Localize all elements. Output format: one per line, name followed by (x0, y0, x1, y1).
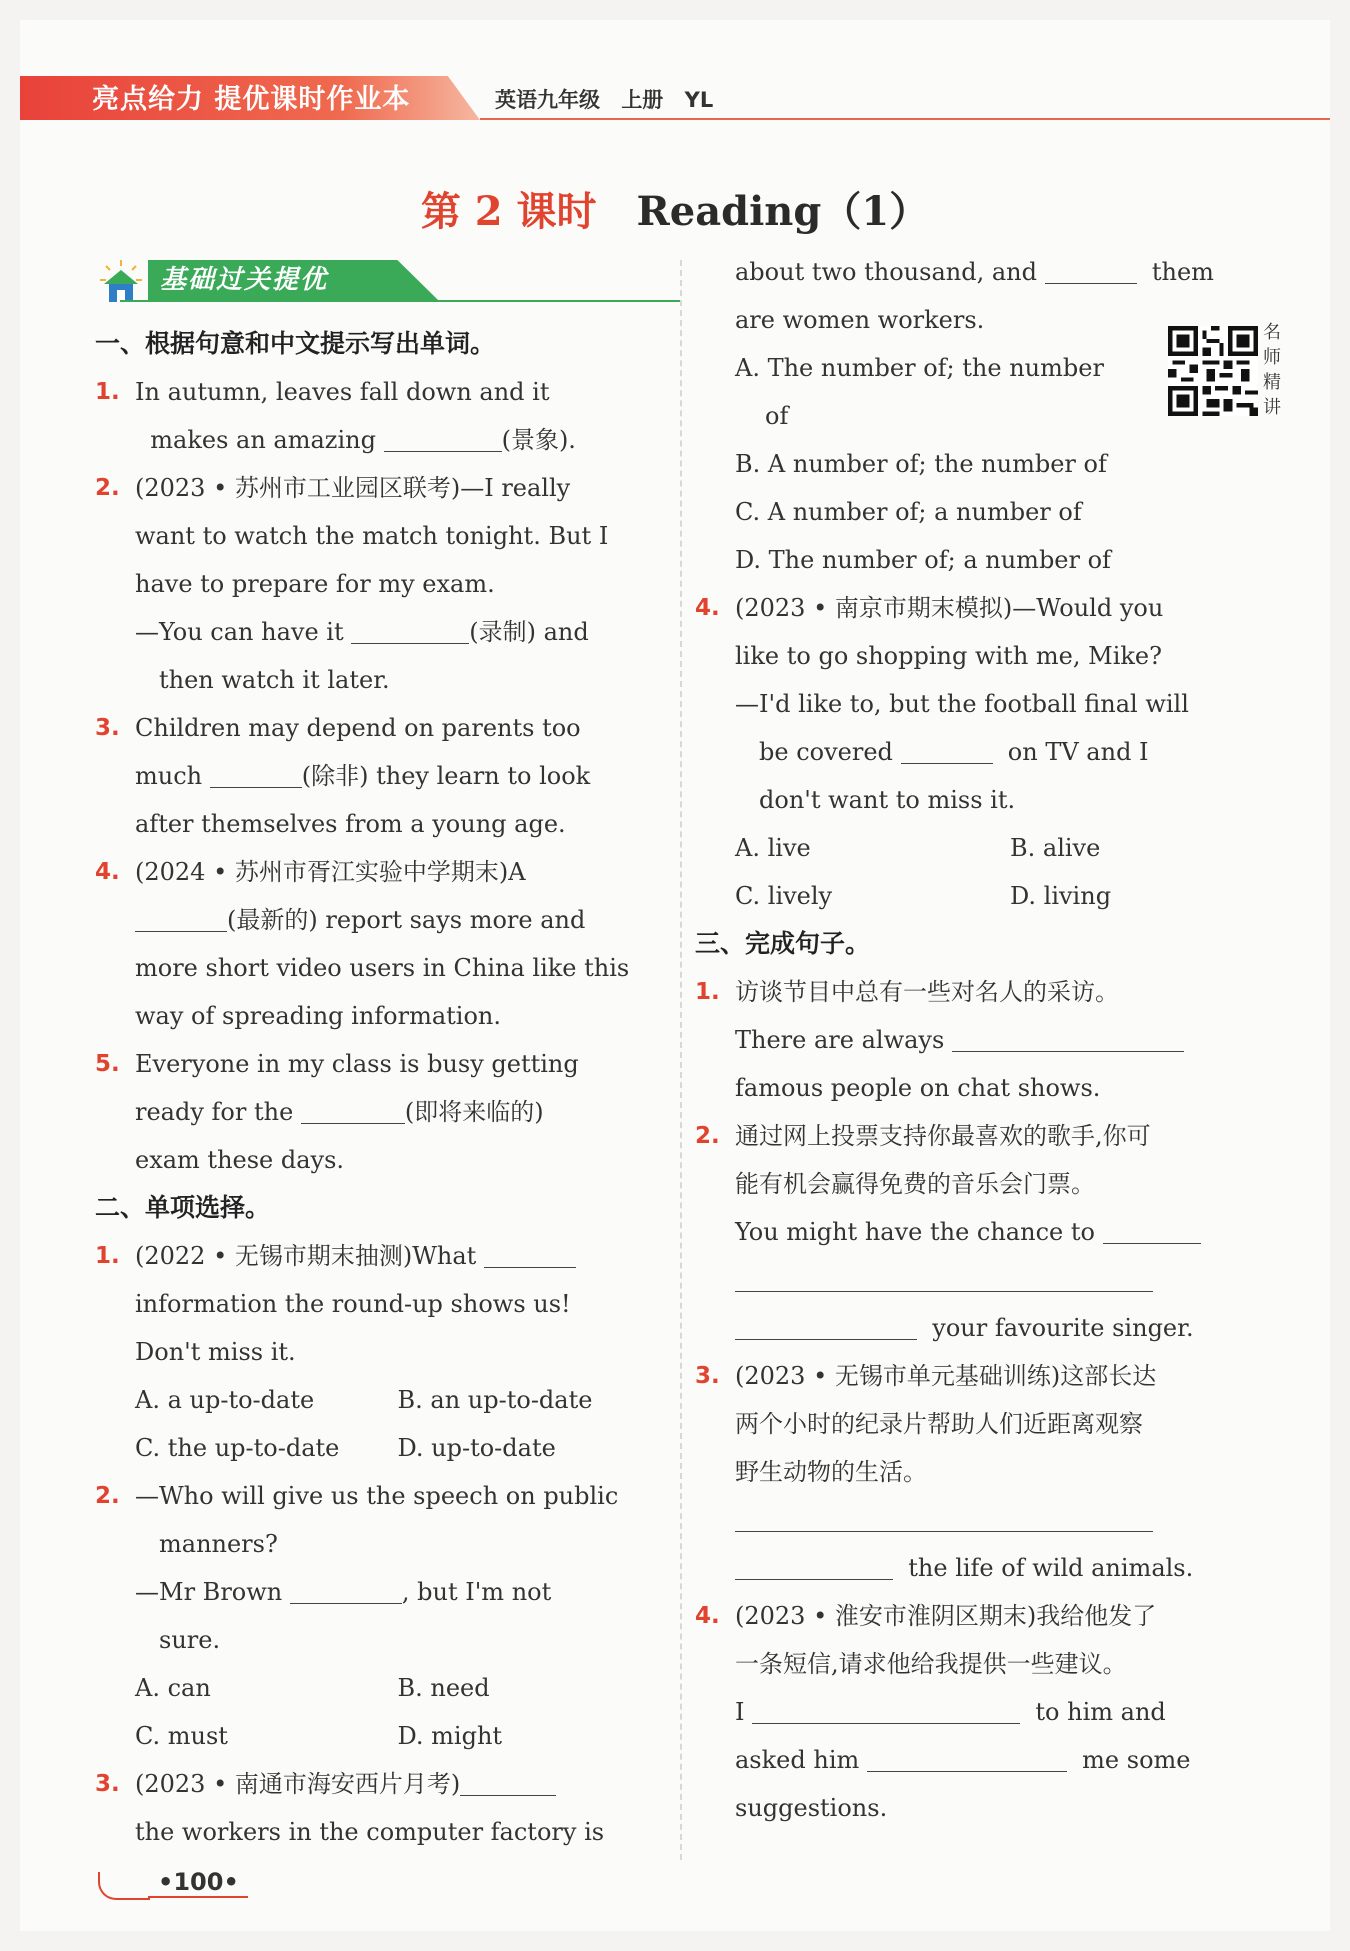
question-text: (即将来临的) (404, 1098, 544, 1126)
question-text: 一条短信,请求他给我提供一些建议。 (735, 1650, 1127, 1678)
question-text: ready for the (135, 1098, 294, 1126)
page-number: •100• (158, 1868, 239, 1896)
question-text: the life of wild animals. (908, 1554, 1194, 1582)
workbook-page (20, 20, 1330, 1931)
question-text: 通过网上投票支持你最喜欢的歌手,你可 (735, 1122, 1151, 1150)
question-text: don't want to miss it. (759, 786, 1016, 814)
question-text: (景象). (501, 426, 576, 454)
s3-question-3 (695, 1352, 1285, 1592)
answer-blank[interactable] (384, 421, 502, 452)
options-row (95, 1664, 660, 1712)
lesson-topic: Reading（1） (636, 188, 930, 235)
question-text: have to prepare for my exam. (135, 570, 495, 598)
question-text: about two thousand, and (735, 258, 1037, 286)
column-divider (680, 260, 682, 1860)
answer-blank[interactable] (1103, 1213, 1201, 1244)
answer-blank[interactable] (867, 1741, 1067, 1772)
question-text: asked him (735, 1746, 860, 1774)
page-number-decor (98, 1872, 150, 1900)
question-text: —I'd like to, but the football final will (735, 690, 1189, 718)
option-b[interactable]: B. alive (1010, 834, 1101, 862)
s2-question-3 (95, 1760, 660, 1856)
answer-blank[interactable] (301, 1093, 405, 1124)
options-row (95, 1712, 660, 1760)
s1-question-4 (95, 848, 660, 1040)
question-text: There are always (735, 1026, 945, 1054)
question-number: 2. (95, 1483, 120, 1509)
option-b[interactable]: B. A number of; the number of (735, 450, 1107, 478)
option-a[interactable]: A. The number of; the number (735, 354, 1104, 382)
options-row (695, 872, 1285, 920)
edition-label: YL (684, 88, 714, 112)
answer-blank[interactable] (210, 757, 302, 788)
question-text: be covered (759, 738, 893, 766)
question-text: (2023 • 无锡市单元基础训练)这部长达 (735, 1362, 1157, 1390)
house-icon (98, 258, 144, 304)
right-column (695, 248, 1285, 1832)
question-text: your favourite singer. (932, 1314, 1194, 1342)
qr-code-icon[interactable] (1168, 326, 1258, 416)
volume-label: 上册 (621, 88, 664, 112)
question-text: are women workers. (735, 306, 985, 334)
question-number: 3. (695, 1363, 720, 1389)
answer-blank[interactable] (735, 1549, 893, 1580)
question-text: way of spreading information. (135, 1002, 502, 1030)
question-number: 4. (695, 595, 720, 621)
question-text: (2024 • 苏州市胥江实验中学期末)A (135, 858, 526, 886)
question-number: 5. (95, 1051, 120, 1077)
question-text: (录制) and (469, 618, 589, 646)
option-b[interactable]: B. an up-to-date (397, 1386, 593, 1414)
question-text: the workers in the computer factory is (135, 1818, 605, 1846)
question-text: them (1151, 258, 1214, 286)
section-3-heading: 三、完成句子。 (695, 929, 871, 958)
options-row (95, 1376, 660, 1424)
question-text: You might have the chance to (735, 1218, 1095, 1246)
options-row (695, 824, 1285, 872)
question-text: after themselves from a young age. (135, 810, 566, 838)
page-number-rule (148, 1896, 248, 1898)
option-c[interactable]: C. A number of; a number of (735, 498, 1082, 526)
s1-question-3 (95, 704, 660, 848)
question-text: manners? (159, 1530, 278, 1558)
option-c[interactable]: C. lively (735, 882, 833, 910)
answer-blank[interactable] (290, 1573, 402, 1604)
question-text: (除非) they learn to look (301, 762, 591, 790)
question-text: 两个小时的纪录片帮助人们近距离观察 (735, 1410, 1143, 1438)
section-1-heading: 一、根据句意和中文提示写出单词。 (95, 329, 496, 358)
question-text: much (135, 762, 203, 790)
qr-label: 名师精讲 (1263, 322, 1281, 418)
question-text: like to go shopping with me, Mike? (735, 642, 1162, 670)
s3-question-4 (695, 1592, 1285, 1832)
question-text: (2023 • 南京市期末模拟)—Would you (735, 594, 1164, 622)
header-rule (480, 118, 1330, 120)
section-2-heading: 二、单项选择。 (95, 1193, 271, 1222)
question-text: (2023 • 苏州市工业园区联考)—I really (135, 474, 571, 502)
answer-blank[interactable] (901, 733, 993, 764)
s1-question-5 (95, 1040, 660, 1184)
s2-question-2 (95, 1472, 660, 1664)
question-text: (2023 • 淮安市淮阴区期末)我给他发了 (735, 1602, 1157, 1630)
s2-question-4 (695, 584, 1285, 824)
question-number: 1. (695, 979, 720, 1005)
question-text: —Mr Brown (135, 1578, 283, 1606)
answer-blank[interactable] (460, 1765, 556, 1796)
question-text: famous people on chat shows. (735, 1074, 1101, 1102)
question-text: Children may depend on parents too (135, 714, 581, 742)
question-text: (2022 • 无锡市期末抽测)What (135, 1242, 477, 1270)
question-text: makes an amazing (150, 426, 376, 454)
question-text: sure. (159, 1626, 221, 1654)
question-number: 2. (695, 1123, 720, 1149)
question-number: 4. (95, 859, 120, 885)
answer-blank[interactable] (752, 1693, 1020, 1724)
question-text: , but I'm not (401, 1578, 552, 1606)
question-text: Don't miss it. (135, 1338, 296, 1366)
answer-blank[interactable] (735, 1501, 1153, 1532)
question-text: information the round-up shows us! (135, 1290, 571, 1318)
option-c[interactable]: C. the up-to-date (135, 1434, 340, 1462)
option-b[interactable]: B. need (397, 1674, 490, 1702)
question-text: then watch it later. (159, 666, 390, 694)
answer-blank[interactable] (1045, 253, 1137, 284)
answer-blank[interactable] (735, 1309, 917, 1340)
question-text: Everyone in my class is busy getting (135, 1050, 579, 1078)
question-text: (2023 • 南通市海安西片月考) (135, 1770, 461, 1798)
s3-question-2 (695, 1112, 1285, 1352)
question-number: 1. (95, 379, 120, 405)
question-text: —Who will give us the speech on public (135, 1482, 619, 1510)
lesson-number: 第 2 课时 (420, 188, 597, 235)
question-text: to him and (1035, 1698, 1166, 1726)
option-d[interactable]: D. might (397, 1722, 503, 1750)
question-text: want to watch the match tonight. But I (135, 522, 609, 550)
header-brand: 亮点给力 提优课时作业本 (92, 84, 411, 115)
question-text: 野生动物的生活。 (735, 1458, 927, 1486)
answer-blank[interactable] (135, 901, 227, 932)
option-d[interactable]: D. living (1010, 882, 1112, 910)
option-a[interactable]: A. a up-to-date (135, 1386, 315, 1414)
answer-blank[interactable] (351, 613, 469, 644)
page-title (20, 180, 1330, 237)
answer-blank[interactable] (735, 1261, 1153, 1292)
option-d[interactable]: D. up-to-date (397, 1434, 556, 1462)
question-number: 3. (95, 715, 120, 741)
question-text: on TV and I (1007, 738, 1149, 766)
question-text: 能有机会赢得免费的音乐会门票。 (735, 1170, 1095, 1198)
question-text: I (735, 1698, 745, 1726)
s2-question-1 (95, 1232, 660, 1376)
question-text: suggestions. (735, 1794, 888, 1822)
option-a-cont: of (765, 402, 789, 430)
question-text: —You can have it (135, 618, 344, 646)
subject-label: 英语九年级 (495, 88, 600, 112)
answer-blank[interactable] (952, 1021, 1184, 1052)
banner-title: 基础过关提优 (160, 265, 329, 295)
question-number: 2. (95, 475, 120, 501)
option-d[interactable]: D. The number of; a number of (735, 546, 1111, 574)
answer-blank[interactable] (484, 1237, 576, 1268)
question-number: 3. (95, 1771, 120, 1797)
header-subject (495, 80, 713, 120)
question-text: 访谈节目中总有一些对名人的采访。 (735, 978, 1119, 1006)
options-row (95, 1424, 660, 1472)
banner-rule (120, 300, 680, 302)
question-text: exam these days. (135, 1146, 345, 1174)
option-a[interactable]: A. can (135, 1674, 211, 1702)
question-text: more short video users in China like this (135, 954, 630, 982)
question-text: me some (1082, 1746, 1191, 1774)
question-number: 1. (95, 1243, 120, 1269)
s1-question-2 (95, 464, 660, 704)
question-text: In autumn, leaves fall down and it (135, 378, 550, 406)
s3-question-1 (695, 968, 1285, 1112)
question-number: 4. (695, 1603, 720, 1629)
left-column (95, 320, 660, 1856)
s1-question-1 (95, 368, 660, 464)
option-c[interactable]: C. must (135, 1722, 228, 1750)
question-text: (最新的) report says more and (227, 906, 586, 934)
option-a[interactable]: A. live (735, 834, 811, 862)
